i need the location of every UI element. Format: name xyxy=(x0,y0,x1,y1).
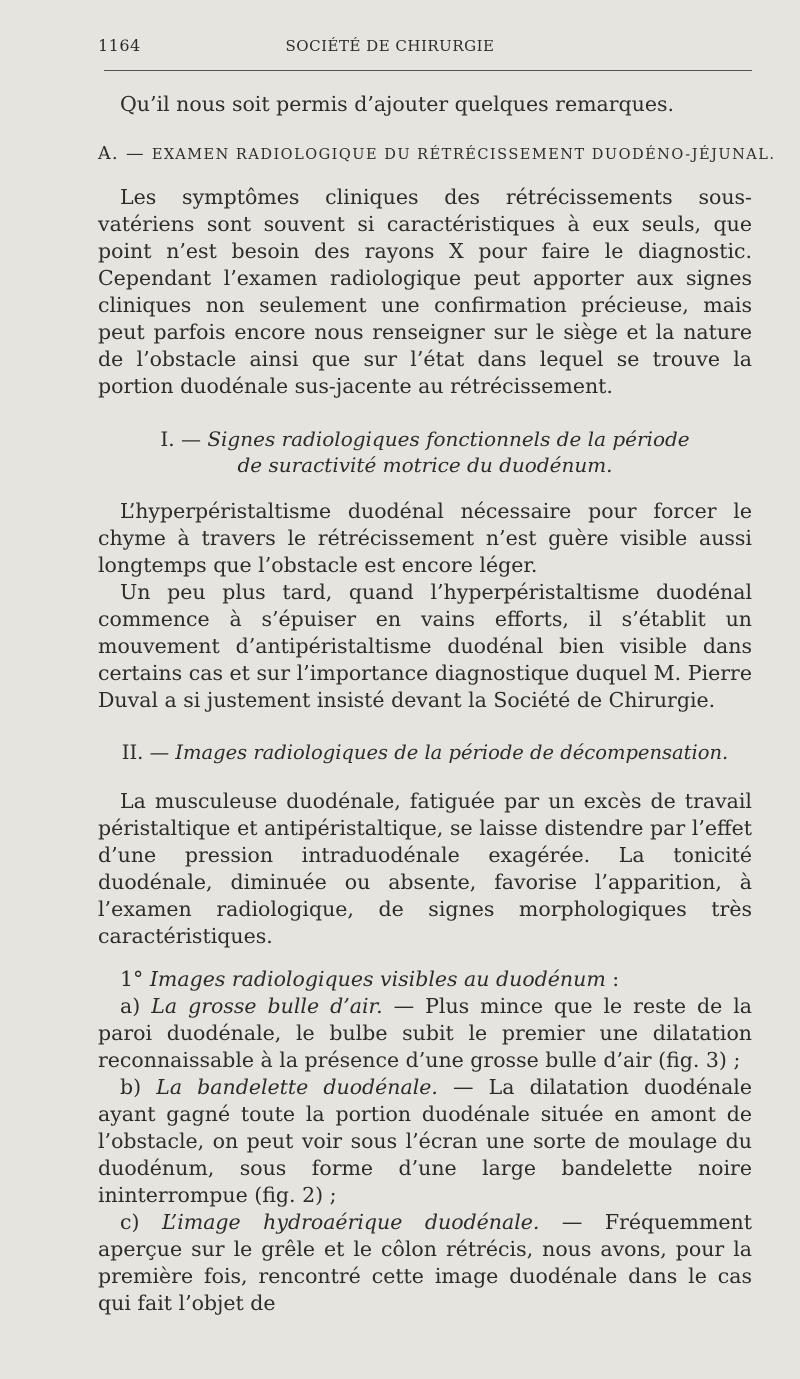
subsection-ii-heading xyxy=(98,740,752,766)
subsection-i-line1: Signes radiologiques fonctionnels de la période xyxy=(207,427,690,451)
subsection-ii-paragraph: La musculeuse duodénale, fatiguée par un excès de travail péristaltique et antipéristaltique, se laisse distendre par l’effet d’une pression intraduodénale exagérée. La tonicité duodénale, diminuée ou absente, favorise l’apparition, à l’examen radiologique, de signes morphologiques très caractéristiques. xyxy=(98,789,752,948)
list-item-c-text: — Fréquemment aperçue sur le grêle et le côlon rétrécis, nous avons, pour la première fois, rencontré cette image duodénale dans le cas qui fait l’objet de xyxy=(98,1210,752,1315)
running-title: SOCIÉTÉ DE CHIRURGIE xyxy=(285,37,495,55)
list-item-a-label: a) xyxy=(120,994,141,1018)
list-item-c xyxy=(98,1209,752,1317)
list-item-c-title: L’image hydroaérique duodénale. xyxy=(161,1210,540,1234)
subsection-ii-title: Images radiologiques de la période de décompensation. xyxy=(175,741,729,764)
list-heading xyxy=(98,966,752,993)
section-a-heading xyxy=(98,144,776,164)
list-heading-number: 1° xyxy=(120,967,144,991)
subsection-i-paragraph-2: Un peu plus tard, quand l’hyperpéristaltisme duodénal commence à s’épuiser en vains efforts, il s’établit un mouvement d’antipéristaltisme duodénal bien visible dans certains cas et sur l’importance diagnostique duquel M. Pierre Duval a si justement insisté devant la Société de Chirurgie. xyxy=(98,580,752,712)
list-item-b-text: — La dilatation duodénale ayant gagné toute la portion duodénale située en amont de l’obstacle, on peut voir sous l’écran une sorte de moulage du duodénum, sous forme d’une large bandelette noire ininterrompue (fig. 2) ; xyxy=(98,1075,752,1207)
page-header xyxy=(98,36,752,62)
list-item-a xyxy=(98,993,752,1074)
list-item-c-label: c) xyxy=(120,1210,140,1234)
header-rule xyxy=(104,70,752,71)
intro-line: Qu’il nous soit permis d’ajouter quelques remarques. xyxy=(120,92,675,116)
page xyxy=(98,36,776,1317)
subsection-ii-label: II. — xyxy=(121,741,170,764)
section-a-paragraph: Les symptômes cliniques des rétrécissements sous-vatériens sont souvent si caractéristiques à eux seuls, que point n’est besoin des rayons X pour faire le diagnostic. Cependant l’examen radiologique peut apporter aux signes cliniques non seulement une confirmation précieuse, mais peut parfois encore nous renseigner sur le siège et la nature de l’obstacle ainsi que sur l’état dans lequel se trouve la portion duodénale sus-jacente au rétrécissement. xyxy=(98,185,752,398)
section-a-letter: A. — xyxy=(98,144,145,164)
list-heading-colon: : xyxy=(605,967,620,991)
subsection-i-paragraph-1: L’hyperpéristaltisme duodénal nécessaire pour forcer le chyme à travers le rétrécissement n’est guère visible aussi longtemps que l’obstacle est encore léger. xyxy=(98,499,752,577)
list-item-a-text: — Plus mince que le reste de la paroi duodénale, le bulbe subit le premier une dilatation reconnaissable à la présence d’une grosse bulle d’air (fig. 3) ; xyxy=(98,994,753,1072)
list-item-b xyxy=(98,1074,752,1209)
list-item-a-title: La grosse bulle d’air. xyxy=(151,994,383,1018)
page-number: 1164 xyxy=(98,36,141,55)
subsection-i-label: I. — xyxy=(160,427,201,451)
list-item-b-title: La bandelette duodénale. xyxy=(156,1075,438,1099)
section-a-title: EXAMEN RADIOLOGIQUE DU RÉTRÉCISSEMENT DUODÉNO-JÉJUNAL. xyxy=(151,147,776,163)
subsection-i-heading xyxy=(98,426,752,478)
list-item-b-label: b) xyxy=(120,1075,142,1099)
subsection-i-line2: de suractivité motrice du duodénum. xyxy=(237,453,613,477)
list-heading-text: Images radiologiques visibles au duodénum xyxy=(149,967,606,991)
